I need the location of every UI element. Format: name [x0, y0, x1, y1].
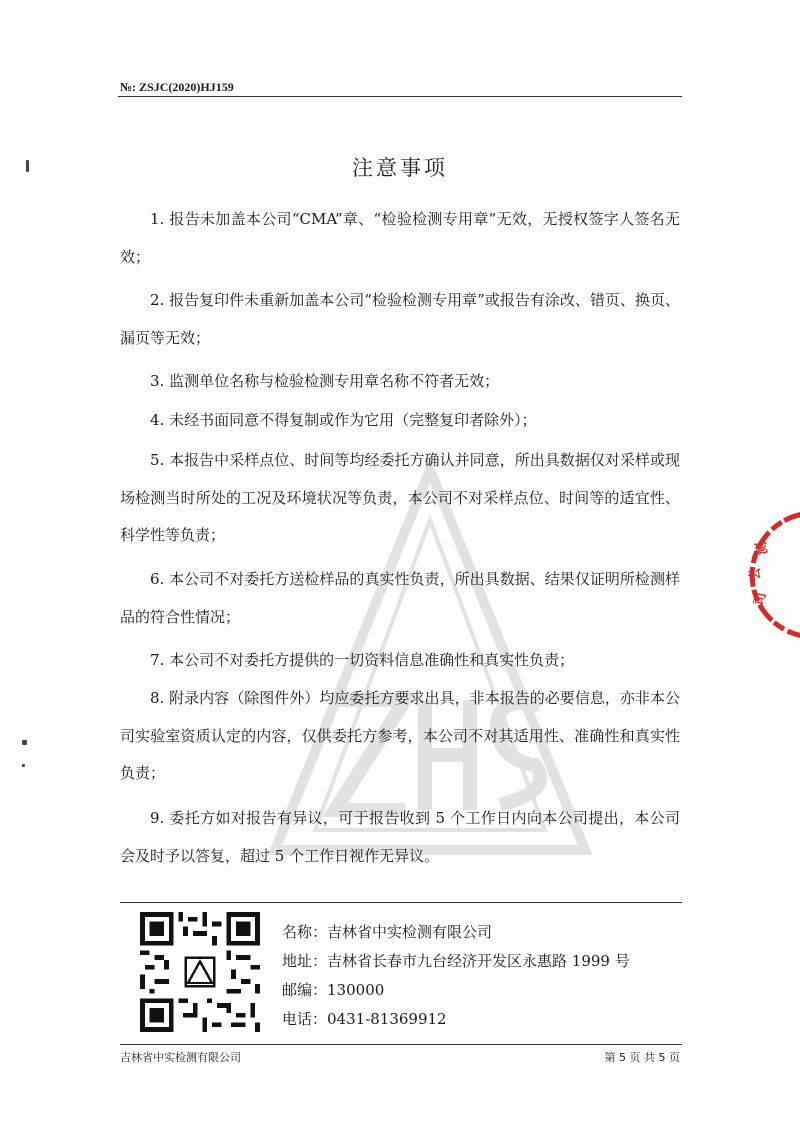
notice-item: 3. 监测单位名称与检验检测专用章名称不符者无效； — [150, 372, 500, 390]
footer-company: 吉林省中实检测有限公司 — [120, 1051, 241, 1064]
scan-speck — [26, 160, 29, 172]
company-name: 吉林省中实检测有限公司 — [327, 923, 493, 941]
company-postcode-label: 邮编： — [282, 981, 328, 999]
notice-item: 4. 未经书面同意不得复制或作为它用（完整复印者除外）； — [150, 411, 537, 429]
page-title: 注意事项 — [352, 156, 448, 180]
svg-text:测: 测 — [753, 540, 771, 556]
company-address: 吉林省长春市九台经济开发区永惠路 1999 号 — [327, 952, 630, 970]
notice-item: 6. 本公司不对委托方送检样品的真实性负责，所出具数据、结果仅证明所检测样品的符合性情况； — [120, 570, 680, 626]
company-phone-label: 电话： — [282, 1010, 328, 1028]
header-rule — [118, 96, 682, 97]
company-postcode: 130000 — [327, 981, 385, 999]
notice-item: 7. 本公司不对委托方提供的一切资料信息准确性和真实性负责； — [150, 651, 575, 669]
company-address-label: 地址： — [282, 952, 328, 970]
qr-code[interactable] — [140, 912, 260, 1032]
scan-speck — [22, 764, 25, 767]
company-info — [282, 918, 630, 1034]
red-seal-stamp — [745, 510, 800, 640]
company-phone-row — [282, 1005, 630, 1034]
notice-item: 5. 本报告中采样点位、时间等均经委托方确认并同意，所出具数据仅对采样或现场检测当时所处的工况及环境状况等负责，本公司不对采样点位、时间等的适宜性、科学性等负责； — [120, 451, 680, 544]
notice-item: 1. 报告未加盖本公司“CMA”章、“检验检测专用章”无效，无授权签字人签名无效； — [120, 210, 680, 266]
company-address-row — [282, 947, 630, 976]
footer-top-rule — [120, 902, 682, 903]
notice-item: 2. 报告复印件未重新加盖本公司“检验检测专用章”或报告有涂改、错页、换页、漏页等无效； — [120, 291, 680, 347]
company-name-label: 名称： — [282, 923, 328, 941]
page-number: 第 5 页 共 5 页 — [604, 1051, 680, 1064]
notice-item: 8. 附录内容（除图件外）均应委托方要求出具，非本报告的必要信息，亦非本公司实验室资质认定的内容，仅供委托方参考，本公司不对其适用性、准确性和真实性负责； — [120, 689, 680, 782]
report-number: №: ZSJC(2020)HJ159 — [120, 80, 234, 94]
svg-text:司: 司 — [752, 591, 770, 607]
svg-text:公: 公 — [748, 566, 763, 580]
footer-rule — [120, 1044, 682, 1045]
company-phone: 0431-81369912 — [327, 1010, 447, 1028]
scan-speck — [22, 740, 27, 745]
company-postcode-row — [282, 976, 630, 1005]
company-name-row — [282, 918, 630, 947]
notice-item: 9. 委托方如对报告有异议，可于报告收到 5 个工作日内向本公司提出，本公司会及时予以答复，超过 5 个工作日视作无异议。 — [120, 809, 680, 865]
